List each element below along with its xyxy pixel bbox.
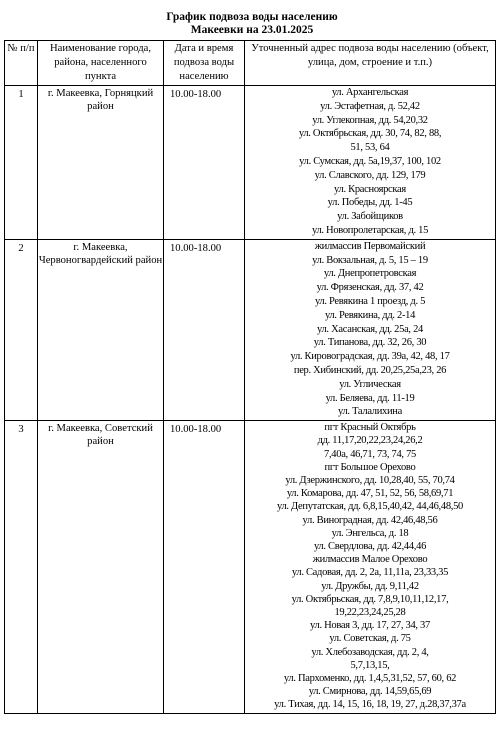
address-line: ул. Комарова, дд. 47, 51, 52, 56, 58,69,71 [286,488,454,500]
document-title [0,11,504,37]
row-delivery-time: 10.00-18.00 [164,421,245,713]
header-address: Уточненный адрес подвоза воды населению (объект, улица, дом, строение и т.п.) [245,41,496,86]
row-district-name: г. Макеевка, Червоногвардейский район [38,239,164,420]
address-line: пгт Большое Орехово [324,461,416,473]
address-line: дд. 11,17,20,22,23,24,26,2 [317,435,423,447]
address-line: ул. Забойщиков [337,211,403,223]
address-line: ул. Энгельса, д. 18 [331,527,409,539]
address-line: ул. Эстафетная, д. 52,42 [320,100,420,112]
row-delivery-time: 10.00-18.00 [164,86,245,240]
address-line: 7,40а, 46,71, 73, 74, 75 [324,448,416,460]
address-line: ул. Хлебозаводская, дд. 2, 4, [311,646,429,658]
address-line: ул. Свердлова, дд. 42,44,46 [313,540,427,552]
address-line: ул. Хасанская, дд. 25а, 24 [317,323,423,335]
address-line: ул. Октябрьская, дд. 7,8,9,10,11,12,17, [291,593,449,605]
address-line: ул. Виноградная, дд. 42,46,48,56 [302,514,438,526]
address-line: ул. Славского, дд. 129, 179 [314,169,426,181]
water-schedule-table [4,40,496,714]
row-number: 1 [5,86,38,240]
address-line: ул. Углекопная, дд. 54,20,32 [312,114,428,126]
title-line-2: Макеевки на 23.01.2025 [190,24,314,36]
row-addresses [245,86,496,240]
address-line: жилмассив Малое Орехово [312,554,428,566]
address-line: ул. Смирнова, дд. 14,59,65,69 [308,686,432,698]
header-time: Дата и время подвоза воды населению [164,41,245,86]
address-line: 51, 53, 64 [350,142,390,154]
address-line: пер. Хибинский, дд. 20,25,25а,23, 26 [293,364,447,376]
address-line: ул. Победы, дд. 1-45 [327,197,413,209]
address-line: 19,22,23,24,25,28 [334,606,406,618]
address-line: ул. Типанова, дд. 32, 26, 30 [313,337,427,349]
address-line: ул. Октябрьская, дд. 30, 74, 82, 88, [298,128,442,140]
address-line: ул. Беляева, дд. 11-19 [325,392,415,404]
row-delivery-time: 10.00-18.00 [164,239,245,420]
address-line: жилмассив Первомайский [314,240,426,252]
table-header-row [5,41,496,86]
address-line: ул. Вокзальная, д. 5, 15 – 19 [312,254,428,266]
address-line: ул. Фрязенская, дд. 37, 42 [316,282,424,294]
row-addresses [245,421,496,713]
address-line: ул. Кировоградская, дд. 39а, 42, 48, 17 [290,351,450,363]
address-line: 5,7,13,15, [350,659,390,671]
table-row [5,86,496,240]
row-district-name: г. Макеевка, Советский район [38,421,164,713]
table-row [5,239,496,420]
address-line: ул. Новая 3, дд. 17, 27, 34, 37 [310,620,430,632]
table-row [5,421,496,713]
address-line: ул. Ревякина 1 проезд, д. 5 [314,295,426,307]
address-line: ул. Архангельская [331,87,409,98]
row-addresses [245,239,496,420]
address-line: ул. Углическая [339,378,401,390]
address-line: ул. Красноярская [334,183,406,195]
address-line: ул. Дружбы, дд. 9,11,42 [321,580,419,592]
address-line: ул. Советская, д. 75 [329,633,411,645]
address-line: ул. Депутатская, дд. 6,8,15,40,42, 44,46,48,50 [276,501,464,513]
table-body [5,86,496,714]
header-num: № п/п [5,41,38,86]
address-line: ул. Пархоменко, дд. 1,4,5,31,52, 57, 60, 62 [283,672,457,684]
header-name: Наименование города, района, населенного пункта [38,41,164,86]
address-line: ул. Днепропетровская [323,268,417,280]
address-line: ул. Дзержинского, дд. 10,28,40, 55, 70,74 [285,474,455,486]
address-line: ул. Сумская, дд. 5а,19,37, 100, 102 [299,155,441,167]
address-line: ул. Ревякина, дд. 2-14 [324,309,416,321]
address-line: ул. Новопролетарская, д. 15 [311,224,429,236]
address-line: ул. Талалихина [338,406,402,418]
address-line: ул. Садовая, дд. 2, 2а, 11,11а, 23,33,35 [291,567,449,579]
row-district-name: г. Макеевка, Горняцкий район [38,86,164,240]
address-line: ул. Тихая, дд. 14, 15, 16, 18, 19, 27, д.28,37,37а [274,699,466,711]
address-line: пгт Красный Октябрь [324,422,416,434]
row-number: 2 [5,239,38,420]
title-line-1: График подвоза воды населению [166,11,338,23]
row-number: 3 [5,421,38,713]
